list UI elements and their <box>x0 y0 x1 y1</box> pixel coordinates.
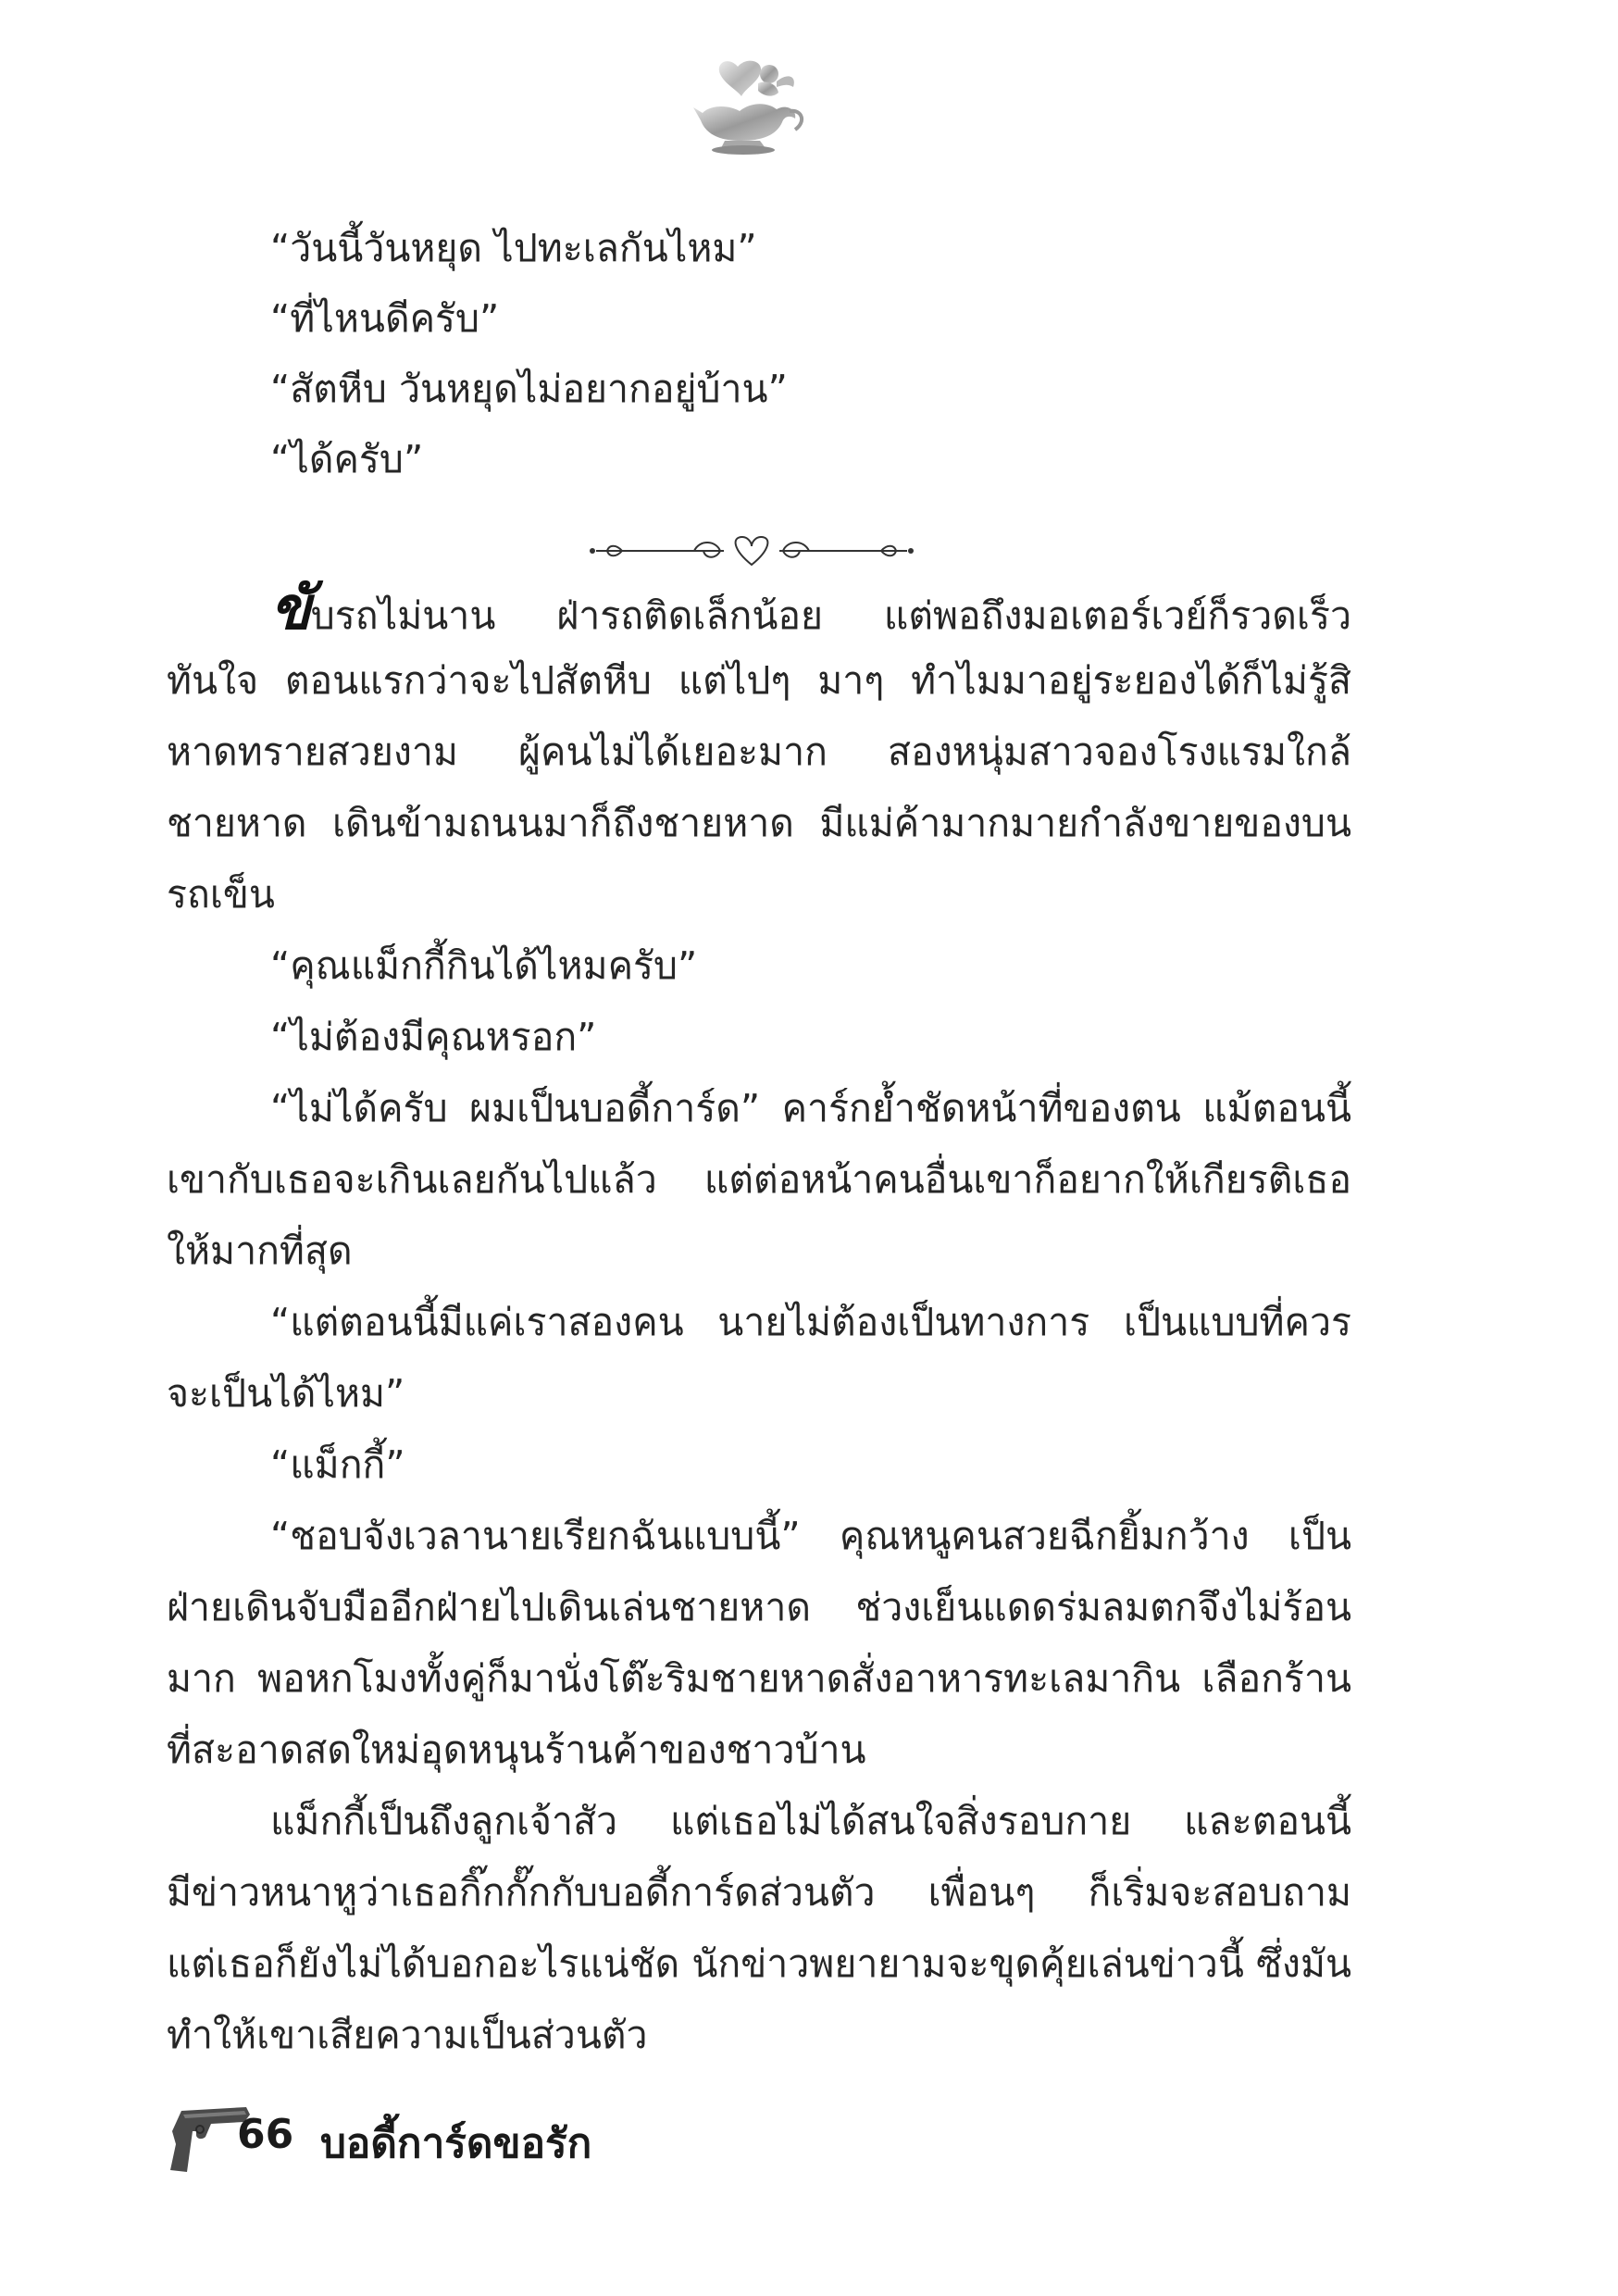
dialogue-line-7: “แม็กกี้” <box>270 1442 405 1487</box>
book-title: บอดี้การ์ดขอรัก <box>320 2120 592 2167</box>
paragraph-4-line-4: ที่สะอาดสดใหม่อุดหนุนร้านค้าของชาวบ้าน <box>167 1728 866 1772</box>
dialogue-line-2: “ที่ไหนดีครับ” <box>270 296 500 341</box>
drop-cap: ขั <box>270 574 311 643</box>
dialogue-line-5: “คุณแม็กกี้กินได้ไหมครับ” <box>270 943 698 988</box>
paragraph-5-line-3: แต่เธอก็ยังไม่ได้บอกอะไรแน่ชัด นักข่าวพยายามจะขุดคุ้ยเล่นข่าวนี้ ซึ่งมัน <box>167 1941 1351 1986</box>
cupid-teapot-icon <box>680 56 810 157</box>
paragraph-2-line-2: เขากับเธอจะเกินเลยกันไปแล้ว แต่ต่อหน้าคนอื่นเขาก็อยากให้เกียรติเธอ <box>167 1157 1351 1202</box>
paragraph-3-line-2: จะเป็นได้ไหม” <box>167 1371 405 1416</box>
paragraph-1-line-2: ทันใจ ตอนแรกว่าจะไปสัตหีบ แต่ไปๆ มาๆ ทำไมมาอยู่ระยองได้ก็ไม่รู้สิ <box>167 658 1351 703</box>
paragraph-5-line-2: มีข่าวหนาหูว่าเธอกิ๊กกั๊กกับบอดี้การ์ดส่วนตัว เพื่อนๆ ก็เริ่มจะสอบถาม <box>167 1870 1351 1915</box>
heart-flourish-divider-icon <box>585 528 918 574</box>
dialogue-line-6: “ไม่ต้องมีคุณหรอก” <box>270 1015 597 1059</box>
paragraph-1-line-3: หาดทรายสวยงาม ผู้คนไม่ได้เยอะมาก สองหนุ่มสาวจองโรงแรมใกล้ <box>167 730 1351 774</box>
paragraph-1-line-4: ชายหาด เดินข้ามถนนมาก็ถึงชายหาด มีแม่ค้ามากมายกำลังขายของบน <box>167 801 1351 845</box>
page-number: 66 <box>237 2111 294 2158</box>
paragraph-3-line-1: “แต่ตอนนี้มีแค่เราสองคน นายไม่ต้องเป็นทางการ เป็นแบบที่ควร <box>270 1300 1351 1344</box>
paragraph-4-line-1: “ชอบจังเวลานายเรียกฉันแบบนี้” คุณหนูคนสวยฉีกยิ้มกว้าง เป็น <box>270 1514 1351 1558</box>
paragraph-1-line-1: ขับรถไม่นาน ฝ่ารถติดเล็กน้อย แต่พอถึงมอเตอร์เวย์ก็รวดเร็ว <box>270 574 1351 643</box>
paragraph-2-line-1: “ไม่ได้ครับ ผมเป็นบอดี้การ์ด” คาร์กย้ำชัดหน้าที่ของตน แม้ตอนนี้ <box>270 1086 1351 1130</box>
dialogue-line-1: “วันนี้วันหยุด ไปทะเลกันไหม” <box>270 226 757 270</box>
paragraph-1-line-5: รถเข็น <box>167 872 275 917</box>
paragraph-4-line-3: มาก พอหกโมงทั้งคู่ก็มานั่งโต๊ะริมชายหาดสั่งอาหารทะเลมากิน เลือกร้าน <box>167 1656 1351 1701</box>
page-footer <box>165 2094 813 2177</box>
paragraph-5-line-4: ทำให้เขาเสียความเป็นส่วนตัว <box>167 2013 648 2057</box>
dialogue-line-3: “สัตหีบ วันหยุดไม่อยากอยู่บ้าน” <box>270 367 788 411</box>
dialogue-line-4: “ได้ครับ” <box>270 437 424 481</box>
paragraph-5-line-1: แม็กกี้เป็นถึงลูกเจ้าสัว แต่เธอไม่ได้สนใจสิ่งรอบกาย และตอนนี้ <box>270 1799 1351 1843</box>
paragraph-2-line-3: ให้มากที่สุด <box>167 1229 353 1273</box>
paragraph-4-line-2: ฝ่ายเดินจับมืออีกฝ่ายไปเดินเล่นชายหาด ช่วงเย็นแดดร่มลมตกจึงไม่ร้อน <box>167 1585 1351 1629</box>
